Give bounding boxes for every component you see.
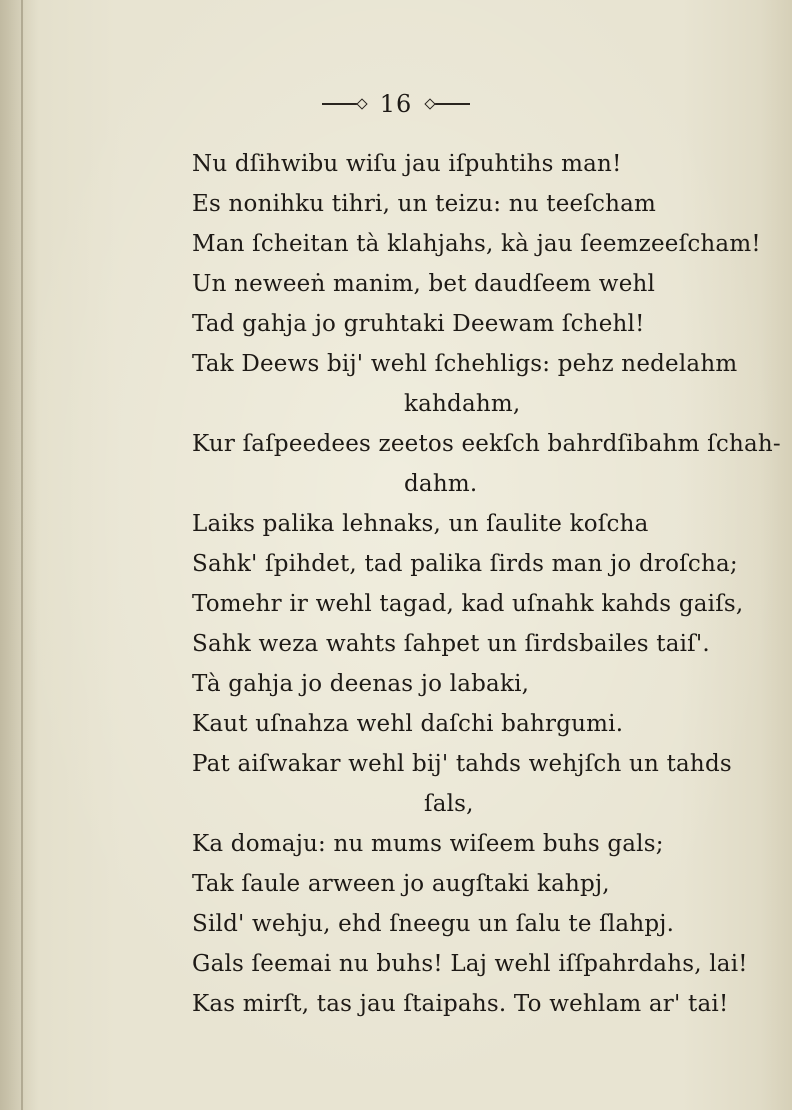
poem-line-continuation: dahm.	[404, 471, 478, 497]
poem-line: Sahk weza wahts ſahpet un ſirdsbailes taiſ'.	[192, 631, 710, 657]
page-header	[0, 84, 792, 124]
poem-line: Kaut uſnahza wehl daſchi bahrgumi.	[192, 711, 624, 737]
ornament-left	[322, 103, 362, 105]
poem-line: Kas mirſt, tas jau ſtaipahs. To wehlam ar' tai!	[192, 991, 729, 1017]
poem-line: Tak ſaule arween jo augſtaki kahpj,	[192, 871, 610, 897]
poem-line: Tomehr ir wehl tagad, kad uſnahk kahds gaiſs,	[192, 591, 744, 617]
poem-line: Es nonihku tihri, un teizu: nu teeſcham	[192, 191, 657, 217]
page-number: 16	[379, 90, 413, 118]
poem-line: Pat aiſwakar wehl bij' tahds wehjſch un tahds	[192, 751, 732, 777]
poem-line: Gals ſeemai nu buhs! Laj wehl iſſpahrdahs, lai!	[192, 951, 748, 977]
poem-text	[192, 144, 781, 1024]
poem-line: Man ſcheitan tà klahjahs, kà jau ſeemzeeſcham!	[192, 231, 761, 257]
poem-line-continuation: kahdahm,	[404, 391, 521, 417]
poem-line: Un neweeṅ manim, bet daudſeem wehl	[192, 271, 656, 297]
poem-line: Sahk' ſpihdet, tad palika ſirds man jo droſcha;	[192, 551, 738, 577]
poem-line: Laiks palika lehnaks, un ſaulite koſcha	[192, 511, 649, 537]
ornament-right	[430, 103, 470, 105]
page-gutter	[0, 0, 38, 1110]
poem-line: Kur ſaſpeedees zeetos eekſch bahrdſibahm ſchah-	[192, 431, 781, 457]
poem-line-continuation: ſals,	[424, 791, 474, 817]
poem-line: Sild' wehju, ehd ſneegu un ſalu te ſlahpj.	[192, 911, 675, 937]
poem-line: Ka domaju: nu mums wiſeem buhs gals;	[192, 831, 664, 857]
gutter-line	[21, 0, 23, 1110]
poem-line: Nu dſihwibu wiſu jau iſpuhtihs man!	[192, 151, 622, 177]
poem-line: Tad gahja jo gruhtaki Deewam ſchehl!	[192, 311, 645, 337]
poem-line: Tà gahja jo deenas jo labaki,	[192, 671, 530, 697]
poem-line: Tak Deews bij' wehl ſchehligs: pehz nedelahm	[192, 351, 738, 377]
